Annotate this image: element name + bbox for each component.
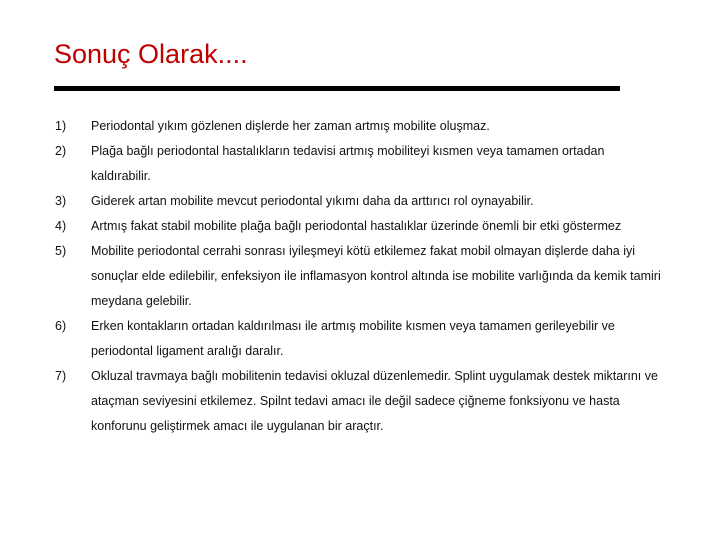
list-item-number: 2) (55, 144, 67, 158)
list-item-number: 1) (55, 119, 67, 133)
list-item (0, 314, 720, 364)
list-item (0, 239, 720, 314)
conclusion-list (0, 114, 720, 439)
list-item-text: Mobilite periodontal cerrahi sonrası iyileşmeyi kötü etkilemez fakat mobil olmayan dişlerde daha iyi sonuçlar elde edilebilir, enfeksiyon ile inflamasyon kontrol altında ise mobilite varlığında da kemik tamiri meydana gelebilir. (91, 244, 661, 308)
list-item-text: Okluzal travmaya bağlı mobilitenin tedavisi okluzal düzenlemedir. Splint uygulamak destek miktarını ve ataçman seviyesini etkilemez. Spilnt tedavi amacı ile değil sadece çiğneme fonksiyonu ve hasta konforunu geliştirmek amacı ile uygulanan bir araçtır. (91, 369, 658, 433)
list-item-number: 4) (55, 219, 67, 233)
list-item-number: 7) (55, 369, 67, 383)
list-item (0, 139, 720, 189)
list-item (0, 214, 720, 239)
list-item (0, 189, 720, 214)
list-item-text: Artmış fakat stabil mobilite plağa bağlı periodontal hastalıklar üzerinde önemli bir etki göstermez (91, 219, 622, 233)
list-item-number: 6) (55, 319, 67, 333)
list-item (0, 114, 720, 139)
list-item-number: 5) (55, 244, 67, 258)
slide-title: Sonuç Olarak.... (54, 39, 248, 69)
list-item-text: Erken kontakların ortadan kaldırılması ile artmış mobilite kısmen veya tamamen gerileyebilir ve periodontal ligament aralığı daralır. (91, 319, 615, 358)
list-item-text: Giderek artan mobilite mevcut periodontal yıkımı daha da arttırıcı rol oynayabilir. (91, 194, 534, 208)
title-divider (54, 86, 620, 91)
list-item (0, 364, 720, 439)
list-item-text: Plağa bağlı periodontal hastalıkların tedavisi artmış mobiliteyi kısmen veya tamamen ortadan kaldırabilir. (91, 144, 605, 183)
list-item-text: Periodontal yıkım gözlenen dişlerde her zaman artmış mobilite oluşmaz. (91, 119, 490, 133)
list-item-number: 3) (55, 194, 67, 208)
